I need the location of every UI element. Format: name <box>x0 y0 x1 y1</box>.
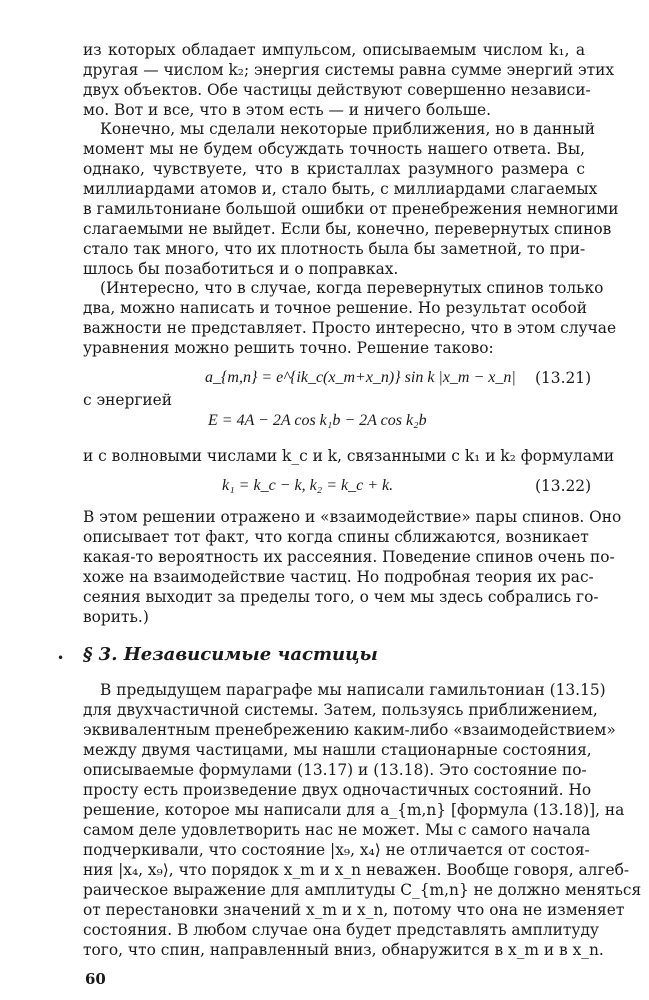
text-line: сеяния выходит за пределы того, о чем мы здесь собрались го- <box>83 588 599 606</box>
text-line: решение, которое мы написали для a_{m,n} [формула (13.18)], на <box>83 801 625 819</box>
text-line: шлось бы позаботиться и о поправках. <box>83 260 399 278</box>
text-line: В предыдущем параграфе мы написали гамильтониан (13.15) <box>100 681 606 699</box>
text-line: В этом решении отражено и «взаимодействие» пары спинов. Оно <box>83 508 622 526</box>
margin-mark: • <box>57 651 65 665</box>
text-line: мо. Вот и все, что в этом есть — и ничего больше. <box>83 101 491 119</box>
text-line: ния |x₄, x₉⟩, что порядок x_m и x_n неважен. Вообще говоря, алгеб- <box>83 861 630 879</box>
text-line: два, можно написать и точное решение. Но результат особой <box>83 299 588 317</box>
text-line: эквивалентным пренебрежению каким-либо «взаимодействием» <box>83 721 616 739</box>
text-line: момент мы не будем обсуждать точность нашего ответа. Вы, <box>83 140 585 158</box>
text-line: хоже на взаимодействие частиц. Но подробная теория их рас- <box>83 568 594 586</box>
text-line: из которых обладает импульсом, описываемым числом k₁, а <box>83 41 585 59</box>
text-line: описывает тот факт, что когда спины сближаются, возникает <box>83 528 589 546</box>
text-line: ворить.) <box>83 608 149 626</box>
text-line: от перестановки значений x_m и x_n, потому что она не изменяет <box>83 901 625 919</box>
text-line: подчеркивали, что состояние |x₉, x₄⟩ не отличается от состоя- <box>83 841 590 859</box>
equation-13-21: a_{m,n} = e^{ik_c(x_m+x_n)} sin k |x_m − x_n| <box>205 369 516 386</box>
text-line: с энергией <box>83 391 173 409</box>
page-number: 60 <box>85 970 106 988</box>
text-line: другая — числом k₂; энергия системы равна сумме энергий этих <box>83 61 615 79</box>
text-line: миллиардами атомов и, стало быть, с миллиардами слагаемых <box>83 180 598 198</box>
text-line: однако, чувствуете, что в кристаллах разумного размера с <box>83 160 585 178</box>
section-heading: § 3. Независимые частицы <box>83 644 378 665</box>
text-line: стало так много, что их плотность была бы заметной, то при- <box>83 240 586 258</box>
text-line: просту есть произведение двух одночастичных состояний. Но <box>83 781 592 799</box>
equation-13-22: k₁ = k_c − k, k₂ = k_c + k. <box>222 477 394 494</box>
equation-number: (13.21) <box>535 369 592 387</box>
text-line: и с волновыми числами k_c и k, связанными с k₁ и k₂ формулами <box>83 447 615 465</box>
text-line: (Интересно, что в случае, когда перевернутых спинов только <box>100 279 604 297</box>
text-line: описываемые формулами (13.17) и (13.18). Это состояние по- <box>83 761 587 779</box>
equation-energy: E = 4A − 2A cos k₁b − 2A cos k₂b <box>208 412 427 429</box>
text-line: состояния. В любом случае она будет представлять амплитуду <box>83 921 599 939</box>
text-line: какая-то вероятность их рассеяния. Поведение спинов очень по- <box>83 548 615 566</box>
text-line: в гамильтониане большой ошибки от пренебрежения немногими <box>83 200 619 218</box>
equation-number: (13.22) <box>535 477 592 495</box>
text-line: для двухчастичной системы. Затем, пользуясь приближением, <box>83 701 598 719</box>
text-line: самом деле удовлетворить нас не может. Мы с самого начала <box>83 821 591 839</box>
text-line: двух объектов. Обе частицы действуют совершенно независи- <box>83 81 591 99</box>
text-line: Конечно, мы сделали некоторые приближения, но в данный <box>100 120 595 138</box>
text-line: уравнения можно решить точно. Решение таково: <box>83 339 494 357</box>
text-line: раическое выражение для амплитуды C_{m,n} не должно меняться <box>83 881 642 899</box>
text-line: того, что спин, направленный вниз, обнаружится в x_m и в x_n. <box>83 941 604 959</box>
text-line: между двумя частицами, мы нашли стационарные состояния, <box>83 741 592 759</box>
text-line: слагаемыми не выйдет. Если бы, конечно, перевернутых спинов <box>83 220 612 238</box>
text-line: важности не представляет. Просто интересно, что в этом случае <box>83 319 617 337</box>
